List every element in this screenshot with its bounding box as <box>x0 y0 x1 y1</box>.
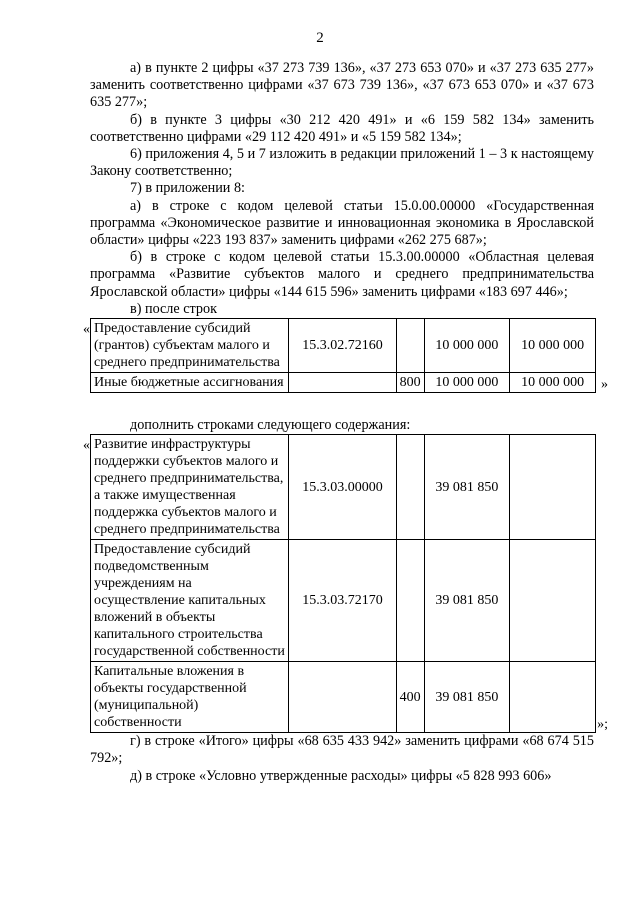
budget-table-1 <box>90 318 596 393</box>
cell-sum-2 <box>510 540 596 662</box>
paragraph-d-conditional: д) в строке «Условно утвержденные расходы» цифры «5 828 993 606» <box>130 767 552 784</box>
cell-code: 15.3.02.72160 <box>289 319 396 373</box>
cell-sum-1: 10 000 000 <box>424 319 510 373</box>
cell-name: Капитальные вложения в объекты государственной (муниципальной) собственности <box>91 662 289 733</box>
cell-kvr <box>396 435 424 540</box>
paragraph-7a: а) в строке с кодом целевой статьи 15.0.00.00000 «Государственная программа «Экономическое развитие и инновационная экономика в Ярославской области» цифры «223 193 837» заменить цифрами «262 275 687»; <box>90 197 594 249</box>
table-row <box>91 540 596 662</box>
cell-sum-1: 10 000 000 <box>424 373 510 393</box>
paragraph-b-point3: б) в пункте 3 цифры «30 212 420 491» и «6 159 582 134» заменить соответственно цифрами «29 112 420 491» и «5 159 582 134»; <box>90 111 594 145</box>
cell-sum-2: 10 000 000 <box>510 319 596 373</box>
quote-open: « <box>83 438 90 454</box>
cell-kvr <box>396 540 424 662</box>
quote-close: » <box>601 376 608 392</box>
quote-close: »; <box>597 717 608 733</box>
table-2-wrapper <box>83 434 608 733</box>
paragraph-7b: б) в строке с кодом целевой статьи 15.3.00.00000 «Областная целевая программа «Развитие субъектов малого и среднего предпринимательства Ярославской области» цифры «144 615 596» заменить цифрами «183 697 446»; <box>90 249 594 300</box>
cell-sum-1: 39 081 850 <box>424 662 510 733</box>
cell-code: 15.3.03.72170 <box>289 540 396 662</box>
cell-name: Развитие инфраструктуры поддержки субъектов малого и среднего предпринимательства, а также имущественная поддержка субъектов малого и среднего предпринимательства <box>91 435 289 540</box>
cell-sum-2 <box>510 435 596 540</box>
cell-code <box>289 662 396 733</box>
paragraph-g-itogo: г) в строке «Итого» цифры «68 635 433 942» заменить цифрами «68 674 515 792»; <box>90 733 594 767</box>
table-row <box>91 373 596 393</box>
cell-code <box>289 373 396 393</box>
document-body <box>83 60 608 785</box>
table-row <box>91 435 596 540</box>
paragraph-6: 6) приложения 4, 5 и 7 изложить в редакции приложений 1 – 3 к настоящему Закону соответственно; <box>90 146 594 180</box>
cell-code: 15.3.03.00000 <box>289 435 396 540</box>
cell-sum-1: 39 081 850 <box>424 540 510 662</box>
cell-name: Предоставление субсидий (грантов) субъектам малого и среднего предпринимательства <box>91 319 289 373</box>
cell-sum-1: 39 081 850 <box>424 435 510 540</box>
budget-table-2 <box>90 434 596 733</box>
paragraph-7v: в) после строк <box>130 300 217 317</box>
cell-name: Предоставление субсидий подведомственным учреждениям на осуществление капитальных вложений в объекты капитального строительства государственной собственности <box>91 540 289 662</box>
cell-sum-2 <box>510 662 596 733</box>
cell-sum-2: 10 000 000 <box>510 373 596 393</box>
cell-kvr <box>396 319 424 373</box>
table-row <box>91 319 596 373</box>
cell-name: Иные бюджетные ассигнования <box>91 373 289 393</box>
table-1-wrapper <box>83 318 608 393</box>
cell-kvr: 800 <box>396 373 424 393</box>
spacer <box>90 393 594 417</box>
table-row <box>91 662 596 733</box>
page-number: 2 <box>316 30 324 46</box>
paragraph-add-rows: дополнить строками следующего содержания: <box>130 417 411 434</box>
cell-kvr: 400 <box>396 662 424 733</box>
paragraph-a-point2: а) в пункте 2 цифры «37 273 739 136», «37 273 653 070» и «37 273 635 277» заменить соответственно цифрами «37 673 739 136», «37 673 653 070» и «37 673 635 277»; <box>90 60 594 111</box>
paragraph-7: 7) в приложении 8: <box>130 180 245 197</box>
quote-open: « <box>83 322 90 338</box>
